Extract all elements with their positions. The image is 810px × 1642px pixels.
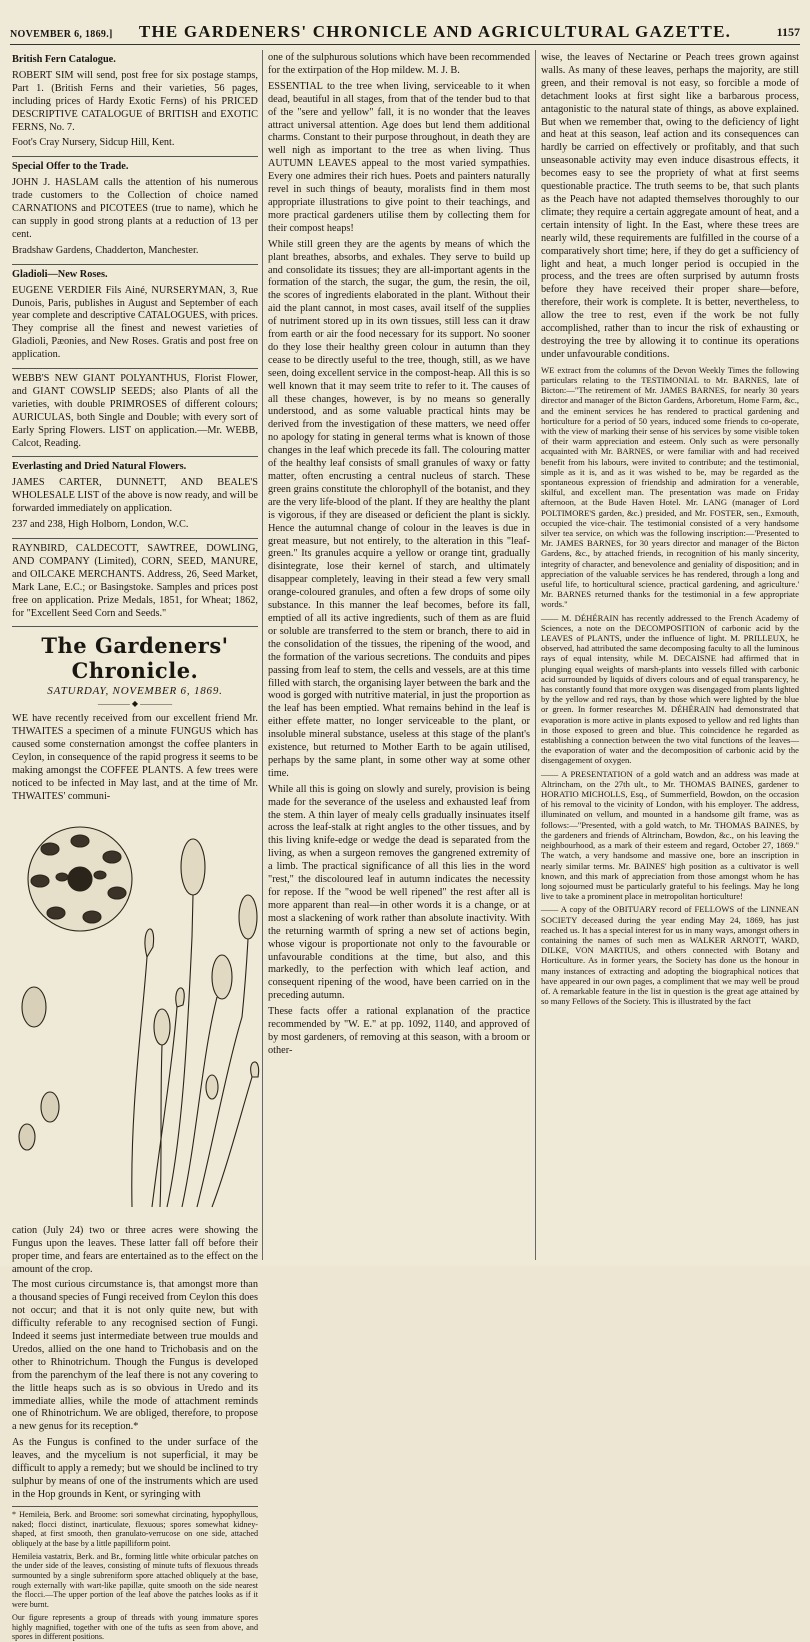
ad-body: WEBB'S NEW GIANT POLYANTHUS, Florist Flower, and GIANT COWSLIP SEEDS; also Plants of all the varieties, with double PRIMROSES of different colours; AURICULAS, both Single and Double; with every sort of Early Spring Flowers. LIST on application.—Mr. WEBB, Calcot, Reading. (12, 373, 258, 449)
ad-body: JOHN J. HASLAM calls the attention of his numerous trade customers to the Collection of choice named CARNATIONS and PICOTEES (true to name), which he can supply in good strong plants at a reduction of 13 per cent. (12, 177, 258, 240)
ad-fern-catalogue (12, 52, 258, 157)
fungus-engraving (12, 807, 264, 1219)
ad-heading: Special Offer to the Trade. (12, 161, 129, 173)
ad-raynbird (12, 541, 258, 627)
fungus-illustration (12, 807, 264, 1219)
article-paragraph: one of the sulphurous solutions which have been recommended for the extirpation of the Hop mildew. M. J. B. (268, 52, 530, 76)
ad-body: RAYNBIRD, CALDECOTT, SAWTREE, DOWLING, AND COMPANY (Limited), CORN, SEED, MANURE, and OILCAKE MERCHANTS. Address, 26, Seed Market, Mark Lane, E.C.; or Basingstoke. Samples and prices post free on application. Prize Medals, 1851, for Wheat; 1862, for "Excellent Seed Corn and Seeds." (12, 543, 258, 619)
ad-address: Bradshaw Gardens, Chadderton, Manchester. (12, 244, 199, 256)
ad-heading: Gladioli—New Roses. (12, 268, 108, 280)
footnote: * Hemileia, Berk. and Broome: sori somewhat circinating, hypophyllous, naked; flocci distinct, inarticulate, flexuous; spores somewhat kidney-shaped, at first smooth, then granulato-verrucose on one side, attached obliquely at the base by a little papilliform point. (12, 1509, 258, 1548)
page-number: 1157 (776, 25, 800, 39)
ad-address: Foot's Cray Nursery, Sidcup Hill, Kent. (12, 137, 175, 149)
footnote: Our figure represents a group of threads with young immature spores highly magnified, together with one of the tufts as seen from above, and spores in different positions. (12, 1612, 258, 1642)
article-paragraph: While still green they are the agents by means of which the plant breathes, absorbs, and exhales. They serve to build up and consolidate its tissues; they are all-important agents in the formation of the starch, the sugar, the gum, the resin, the oil, the scores of ingredients elaborated in the plant. Without their aid the plant cannot, in most cases, avail itself of the supplies of nutriment stored up in its own tissues, still less can it draw from earth or air the food necessary for its support. No sooner do they lose their healthy green colour in autumn than they cease to be directly useful to the tree, though, still, as we have seen, doing excellent service in the compost-heap. All this is so well known that it may seem trite to refer to it. The causes of all these changes, however, is by no means so generally understood, and as some valuable practical hints may be derived from the investigation of these matters, we need offer no apology for stating in general terms what is known of those changes in the leaf which precede its fall. The colouring matter of the healthy leaf consists of small granules of waxy or fatty matter, often encrusting a central nucleus of starch. These green grains constitute the chlorophyll of the botanist, and they are the very life-blood of the plant. If they are healthy the plant is vigorous, if they are diseased or deficient the plant is sickly. Hence the autumnal change of colour in the leaves is due in great measure, but not entirely, to the alteration in this "leaf-green." Its granules acquire a yellow or orange tint, gradually disintegrate, lose their kernel of starch, and ultimately disappear completely, leaving in their stead a few very small orange-coloured granules, and often a few drops of some oily substance. In this manner the leaf becomes, before its fall, emptied of all its active ingredients, such of them as are fluid or soluble are transferred to the stem or branch, there to aid in the consolidation of the tissues, the ripening of the wood, and the formation of the various secretions. The conduits and pipes passing from leaf to stem, the cells and vessels, are at this time filled with starch, the organising layer between the bark and the wood is gorged with nutritive material, in just the proportion as the leaf has been emptied. What remains behind in the leaf is either effete matter, no longer serviceable to the plant, or insoluble mineral substance, useless at this stage of the plant's existence, but returned to Mother Earth to be again utilised, perhaps by the same plant, in some other way at some other time. (268, 238, 531, 779)
article-fungus-body: As the Fungus is confined to the under surface of the leaves, and the mycelium is not superficial, it may be difficult to apply a remedy; but we should be inclined to try sulphur by means of one of the instruments which are used in the Hop grounds in Kent, or syringing with (12, 1437, 258, 1500)
ornament-divider: ———— ◆ ———— (97, 699, 173, 709)
ad-heading: British Fern Catalogue. (12, 54, 116, 65)
ad-polyanthus (12, 371, 258, 457)
ad-address: 237 and 238, High Holborn, London, W.C. (12, 519, 189, 531)
ad-body: JAMES CARTER, DUNNETT, AND BEALE'S WHOLESALE LIST of the above is now ready, and will be forwarded immediately on application. (12, 477, 258, 515)
article-fungus-body: cation (July 24) two or three acres were showing the Fungus upon the leaves. These latter fall off before their proper time, and fears are entertained as to the effect on the amount of the crop. (12, 1224, 258, 1275)
article-paragraph: wise, the leaves of Nectarine or Peach trees grown against walls. As many of these leaves, perhaps the majority, are still green, and their removal is not easy, so forcible a mode of detachment looks at first sight like a barbarous process, antagonistic to the natural state of things, as above explained. But when we remember that, owing to the deficiency of light and heat at this season, leaf action and its consequences can hardly be carried on effectively or profitably, and that such unseasonable activity may even induce disastrous effects, it becomes easy to see the propriety of what at first seems questionable practice. The truth seems to be, that such plants as the Peach have not adapted themselves thoroughly to our climate; they require a certain aggregate amount of heat, and a certain intensity of light. In the East, where these trees are nearly wild, these requirements are fulfilled in the course of a comparatively short time; here, if they do get a sufficiency of light and heat, a much longer period is occupied in the process, and the trees are often surprised by autumn frosts before they have received their proper share—before, therefore, their work is complete. It is better, nevertheless, to allow the tree to rest, even if the work be not fully accomplished, rather than to incur the risk of exhausting or destroying the tree by allowing it to continue its operations under unfavourable conditions. (541, 52, 799, 360)
article-fungus-body: The most curious circumstance is, that amongst more than a thousand species of Fungi received from Ceylon this does not occur; and that it is not only quite new, but with difficulty referable to any recognised section of Fungi. Indeed it seems just intermediate between true moulds and Uredos, allied on the one hand to Trichobasis and on the other to Rhinotrichum. Though the Fungus is developed from the parenchym of the leaf there is not any covering to the little heaps such as is so obvious in Uredo and its immediate allies, while the mode of attachment reminds one of Rhinotrichum. We are obliged, therefore, to propose a new genus for its reception.* (12, 1279, 258, 1433)
footnotes (12, 1506, 258, 1642)
column-1 (12, 52, 258, 1642)
column-2 (268, 52, 530, 1257)
news-item-obituary: —— A copy of the OBITUARY record of FELLOWS of the LINNEAN SOCIETY deceased during the year ending May 24, 1869, has just reached us. It has a special interest for us in many ways, amongst others in containing the names of such men as WALKER ARNOTT, WARD, DILKE, VON MARTIUS, and others connected with Botany and Horticulture. As in former years, the Society has done us the honour in many instances of extracting and adopting the biographical notices that have appeared in our own pages, a compliment that we may well be proud of. A remarkable feature in the list in question is the great age attained by so many Fellows of the Society. This is illustrated by the fact (541, 904, 799, 1007)
ad-special-offer (12, 159, 258, 264)
page-header (10, 18, 800, 45)
header-date: NOVEMBER 6, 1869.] (10, 29, 113, 40)
ad-dried-flowers (12, 459, 258, 539)
ad-heading: Everlasting and Dried Natural Flowers. (12, 461, 187, 473)
ad-body: EUGENE VERDIER Fils Ainé, NURSERYMAN, 3, Rue Dunois, Paris, publishes in August and September of each year complete and descriptive CATALOGUES, with prices. They comprise all the finest and newest varieties of Gladioli, Pæonies, and New Roses. Gratis and post free on application. (12, 284, 258, 361)
footnote: Hemileia vastatrix, Berk. and Br., forming little white orbicular patches on the under side of the leaves, consisting of minute tufts of flexuous threads surmounted by a single subreniform spore attached obliquely at the base, rough externally with wart-like papillæ, quite smooth on the side nearest the flocci.—The upper portion of the leaf above the patches looks as if it were burnt. (12, 1551, 258, 1610)
column-3 (541, 52, 799, 1257)
news-item-presentation: —— A PRESENTATION of a gold watch and an address was made at Altrincham, on the 27th ult., to Mr. THOMAS BAINES, gardener to HORATIO MICHOLLS, Esq., of Summerfield, Bowdon, on the occasion of his removal to the vicinity of London, with his employer. The address, illuminated on vellum, and mounted in a handsome gilt frame, was as follows:—"Presented, with a gold watch, to Mr. THOMAS BAINES, by the gardeners and friends of Altrincham, Bowdon, &c., on his leaving the neighbourhood, as a mark of their esteem and regard, October 27, 1869." The watch, a very handsome and massive one, bore an inscription in nearly similar terms. Mr. BAINES' high position as a cultivator is well known, and this mark of appreciation from those amongst whom he has long sojourned must be particularly grateful to his feelings. May he long live to take a prominent place in metropolitan horticulture! (541, 768, 799, 902)
ad-gladioli (12, 267, 258, 369)
article-fungus-intro: WE have recently received from our excellent friend Mr. THWAITES a specimen of a minute FUNGUS which has caused some consternation amongst the coffee planters in Ceylon, in consequence of the rapid progress it seems to be making amongst the COFFEE PLANTS. A few trees were noticed to be infected in May last, and at the time of Mr. THWAITES' communi- (12, 713, 258, 802)
article-paragraph: ESSENTIAL to the tree when living, serviceable to it when dead, beautiful in all stages, from that of the tender bud to that of the "sere and yellow" fall, it is no wonder that the leaves attract universal attention. Age does but lend them additional charms. Constant to their purpose throughout, in death they are well nigh as important to the tree as when living. Thus AUTUMN LEAVES appeal to the most varied sympathies. Every one admires their rich hues. Poets and painters naturally revel in such things of beauty, moralists find in them most appropriate illustrations to give point to their teachings, and more practical gardeners utilise them by collecting them for their compost heaps! (268, 80, 530, 234)
masthead-title: The Gardeners' Chronicle. (41, 633, 229, 684)
masthead-date: SATURDAY, NOVEMBER 6, 1869. (47, 685, 223, 698)
article-paragraph: These facts offer a rational explanation of the practice recommended by "W. E." at pp. 1092, 1140, and approved of by most gardeners, of removing at this season, with a broom or other- (268, 1006, 530, 1056)
column-rule (535, 50, 536, 1260)
article-paragraph: While all this is going on slowly and surely, provision is being made for the severance of the useless and exhausted leaf from the stem. A thin layer of mealy cells gradually insinuates itself across the leaf-stalk at right angles to the other tissues, and by this living knife-edge or wedge the dead is separated from the living, as when a surgeon removes the gangrened extremity of a limb. The practical significance of all this lies in the word "rest," the discoloured leaf in autumn indicates the necessity for repose. If the "wood be well ripened" the rest after all is more apparent than real—in other words it is a change, or at most a slackening of work rather than absolute inactivity. With the returning warmth of spring a new set of actions begin, whose vigour is proportionate not only to the favourable or unfavourable conditions at the time, but also, and this markedly, to the perfection with which leaf action, and consequent ripening of the wood, have been carried on in the preceding autumn. (268, 783, 530, 1002)
news-item-dehérain: —— M. DÉHÉRAIN has recently addressed to the French Academy of Sciences, a note on the DECOMPOSITION of carbonic acid by the LEAVES of PLANTS, under the influence of light. M. PRILLEUX, he observed, had attributed the same decomposing faculty to all the luminous rays of equal intensity, while M. DECAISNE had affirmed that in plunging equal weights of marsh-plants into vessels filled with carbonic acid surrounded by liquids of divers colours and of equal transparency, he has constantly found that more oxygen was disengaged from plants lighted by the yellow and red rays, than by those which were lighted by the blue or green. In former researches M. DÉHÉRAIN had demonstrated that evaporation is more active in plants exposed to yellow and red lights than in those exposed to green and blue. This coincidence he regarded as establishing a connection between the two vital functions of the leaves—the evaporation of water and the decomposition of carbonic acid by the disengagement of oxygen. (541, 612, 799, 766)
header-title: THE GARDENERS' CHRONICLE AND AGRICULTURAL GAZETTE. (138, 22, 732, 41)
news-item-testimonial: WE extract from the columns of the Devon Weekly Times the following particulars relating to the TESTIMONIAL to Mr. BARNES, late of Bicton:—"The retirement of Mr. JAMES BARNES, for nearly 30 years director and manager of the Bicton Gardens, Arboretum, Home Farm, &c., and the eminent services he has rendered to practical gardening and horticulture for a period of 50 years, induced some friends to co-operate, with the view of marking their sense of his services by some visible token of their warm appreciation and esteem. Only such as were personally acquainted with Mr. BARNES, or were familiar with and had received benefit from his labours, were invited to contribute; and the testimonial, simple as it is, and as it was wished to be, may be regarded as the spontaneous expression of friendship and admiration for a venerable, skilful, and excellent man. The presentation was made on Friday afternoon, at the Bude Haven Hotel. Mr. LANG (manager of Lord POLTIMORE'S garden, &c.) presided, and Mr. FOSTER, sen., Exmouth, occupied the vice-chair. The testimonial consisted of a very handsome silver tea service, on which was the following inscription:—'Presented to Mr. JAMES BARNES, for 30 years director and manager of the Bicton Gardens, &c., by attached friends, in recognition of his manly sincerity, integrity of character, and benevolence and geniality of disposition; and in appreciation of the valuable services he has rendered, through a long and useful life, to horticultural science, practical gardening, and agriculture.' Mr. BARNES returned thanks for the testimonial in a few appropriate words." (541, 364, 799, 610)
ad-body: ROBERT SIM will send, post free for six postage stamps, Part 1. (British Ferns and their varieties, 56 pages, including prices of Hardy Exotic Ferns) of his PRICED DESCRIPTIVE CATALOGUE of BRITISH and EXOTIC FERNS, No. 7. (12, 69, 258, 133)
